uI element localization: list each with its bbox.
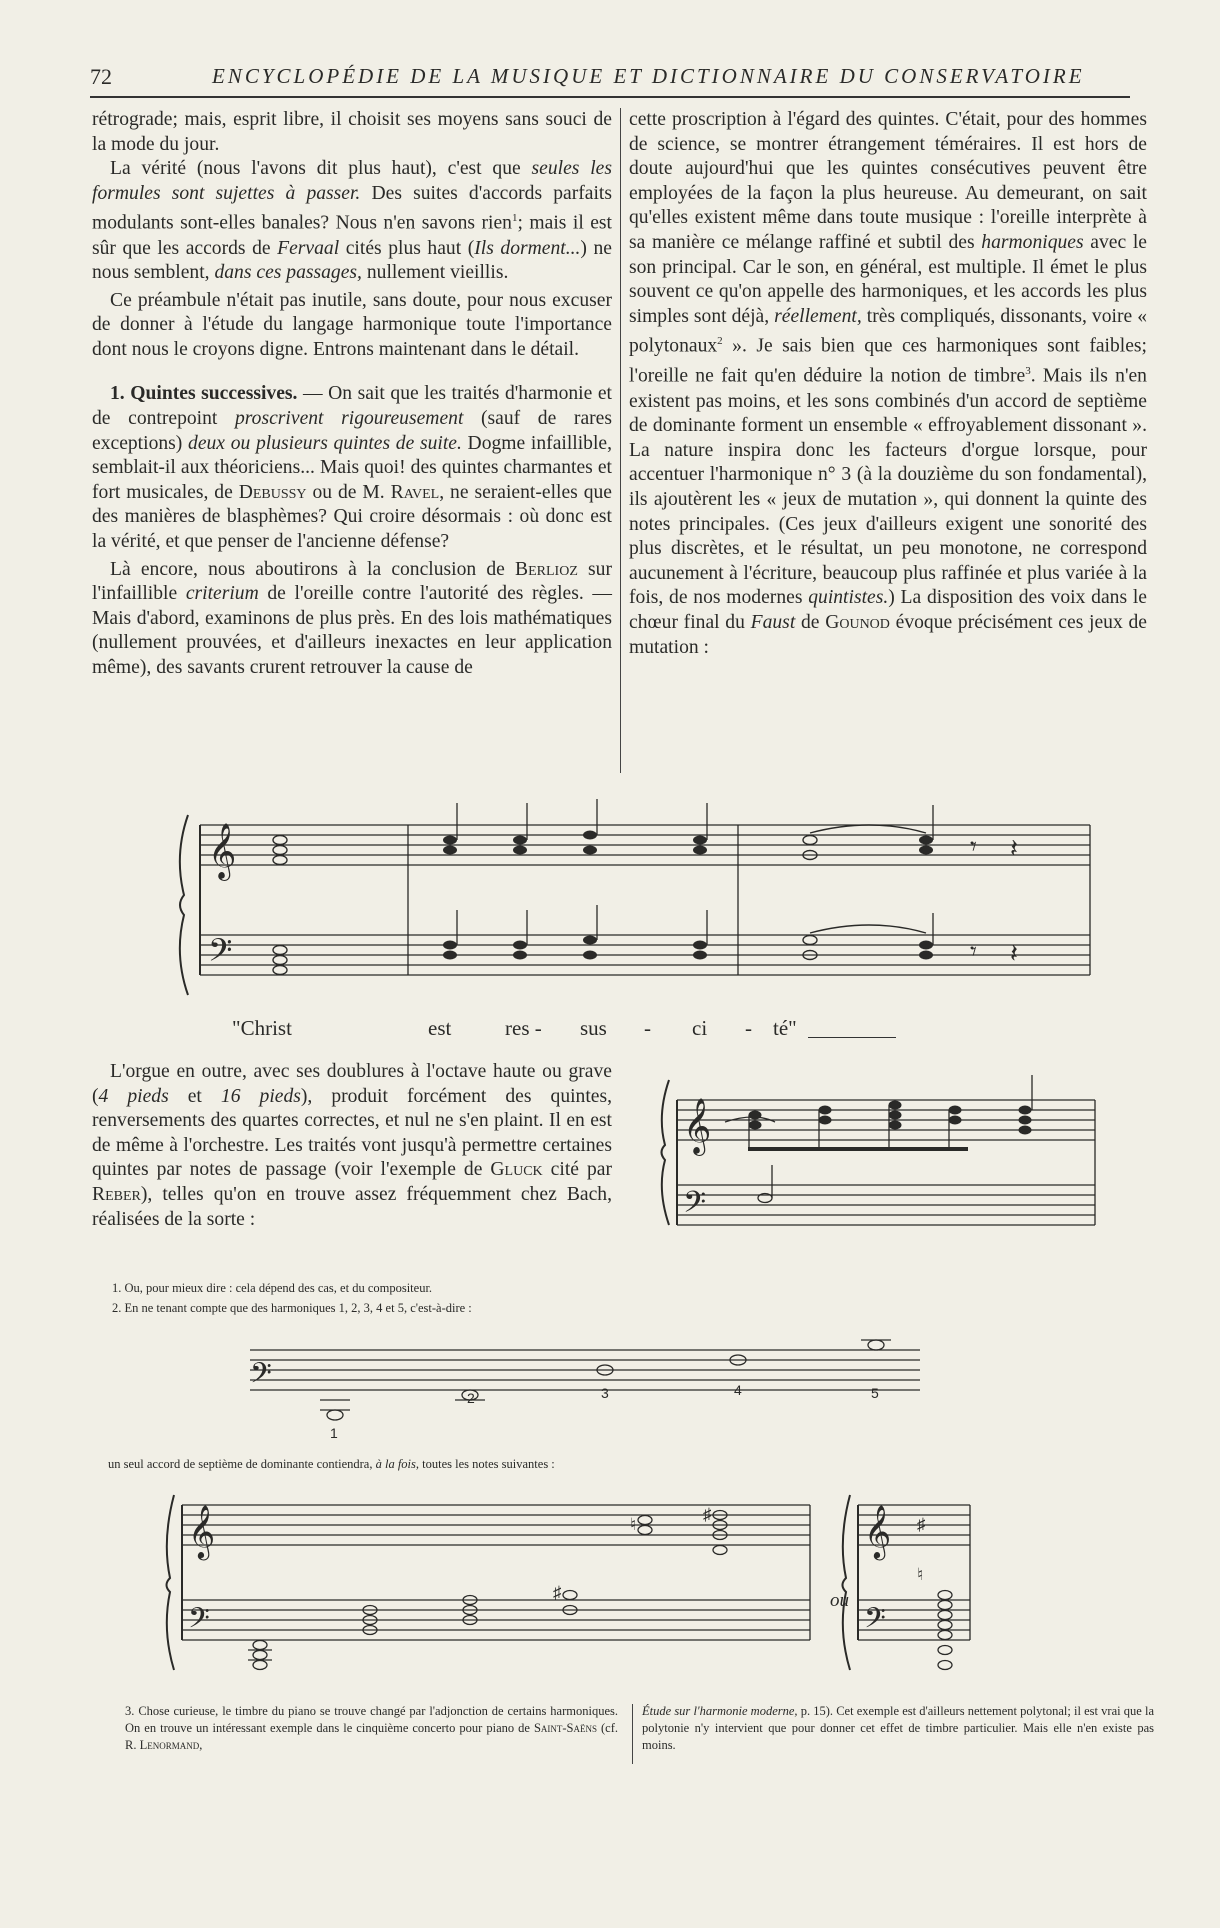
svg-text:♯: ♯ — [703, 1505, 712, 1524]
svg-text:𝄾: 𝄾 — [970, 937, 977, 966]
svg-text:♮: ♮ — [630, 1515, 637, 1534]
svg-text:𝄢: 𝄢 — [864, 1604, 886, 1641]
footnote-ref[interactable]: 3 — [1025, 365, 1031, 378]
melisma-line — [808, 1037, 896, 1038]
paragraph: La vérité (nous l'avons dit plus haut), c'est que seules les formules sont sujettes à passer. Des suites d'accords parfaits modulants sont-elles banales? Nous n'en savons rien$^1$; mais il est sûr que les accords de Fervaal cités plus haut (Ils dorment...) ne nous semblent, dans ces passages, nullement vieillis. — [92, 158, 613, 284]
footnote-divider — [632, 1704, 633, 1764]
lyric: - — [745, 1016, 752, 1040]
footnote-ref[interactable]: 2 — [717, 335, 723, 348]
left-column — [92, 108, 612, 681]
paragraph: cette proscription à l'égard des quintes. C'était, pour des hommes de science, se montrer étrangement téméraires. Il est hors de doute aujourd'hui que les quintes consécutives peuvent être employées de la façon la plus heureuse. Au demeurant, on sait qu'elles existent même dans toute musique : l'oreille interprète à sa manière ce mélange raffiné et subtil des harmoniques avec le son principal. Car le son, en général, est multiple. Il émet le plus souvent ce qu'on appelle des harmoniques, et les accords les plus simples sont déjà, réellement, très compliqués, dissonants, voire « polytonaux$^2$ ». Je sais bien que ces harmoniques sont faibles; l'oreille ne fait qu'en déduire la notion de timbre$^3$. Mais ils n'en existent pas moins, et les sons combinés d'un accord de septième de dominante forment un ensemble « effroyablement dissonant ». La nature inspira donc les facteurs d'orgue lorsque, pour accentuer l'harmonique n° 3 (à la douzième du son fondamental), ils ajoutèrent les « jeux de mutation », qui donnent la quinte des notes principales. (Ces jeux d'ailleurs exigent une sonorité des plus discrètes, et le résultat, un peu monotone, ne correspond aucunement à l'écriture, beaucoup plus raffinée et plus variée à la fois, de nos modernes quintistes.) La disposition des voix dans le chœur final du Faust de Gounod évoque précisément ces jeux de mutation : — [629, 109, 1148, 658]
treble-staff — [200, 825, 1090, 865]
bass-staff — [200, 935, 1090, 975]
svg-text:𝄢: 𝄢 — [250, 1359, 272, 1396]
svg-text:𝄽: 𝄽 — [1010, 939, 1018, 968]
running-title: ENCYCLOPÉDIE DE LA MUSIQUE ET DICTIONNAIRE DU CONSERVATOIRE — [212, 64, 1085, 88]
harmonic-number: 5 — [871, 1385, 879, 1401]
paragraph: Là encore, nous aboutirons à la conclusion de Berlioz sur l'infaillible criterium de l'oreille contre l'autorité des règles. — Mais d'abord, examinons de plus près. En des lois mathématiques (nullement prouvées, et d'ailleurs inexactes en leur application même), des savants crurent retrouver la cause de — [92, 558, 612, 678]
svg-text:𝄞: 𝄞 — [683, 1100, 712, 1153]
lyric: est — [428, 1016, 452, 1040]
svg-text:𝄢: 𝄢 — [208, 934, 233, 976]
organ-paragraph: L'orgue en outre, avec ses doublures à l'octave haute ou grave (4 pieds et 16 pieds), produit forcément des quintes, renversements des quartes correctes, et nul ne s'en plaint. Il en est de même à l'orchestre. Les traités vont jusqu'à permettre certaines quintes par notes de passage (voir l'exemple de Gluck cité par Reber), telles qu'on en trouve assez fréquemment chez Bach, réalisées de la sorte : — [92, 1061, 613, 1230]
harmonic-number: 4 — [734, 1382, 742, 1398]
footnote-2-continuation: un seul accord de septième de dominante contiendra, à la fois, toutes les notes suivantes : — [108, 1457, 555, 1471]
section-heading: 1. Quintes successives. — [110, 383, 298, 405]
lyric: sus — [580, 1016, 607, 1040]
footnote-3-continuation: Étude sur l'harmonie moderne, p. 15). Cet exemple est d'ailleurs nettement polytonal; il est vrai que la polytonie n'y intervient que pour donner cet effet de timbre particulier. Mais elle n'en existe pas moins. — [642, 1704, 1154, 1752]
footnote-ref[interactable]: 1 — [511, 212, 518, 225]
svg-text:♯: ♯ — [553, 1583, 562, 1602]
lyric: res - — [505, 1016, 542, 1040]
music-example-faust — [170, 795, 1100, 1020]
footnote-3: 3. Chose curieuse, le timbre du piano se trouve changé par l'adjonction de certains harmoniques. On en trouve un intéressant exemple dans le cinquième concerto pour piano de Saint-Saëns (cf. R. Lenormand, — [125, 1704, 619, 1752]
footnote-2: 2. En ne tenant compte que des harmoniques 1, 2, 3, 4 et 5, c'est-à-dire : — [112, 1301, 472, 1315]
footnote-1: 1. Ou, pour mieux dire : cela dépend des cas, et du compositeur. — [112, 1281, 433, 1295]
svg-text:𝄢: 𝄢 — [188, 1604, 210, 1641]
harmonic-number: 1 — [330, 1425, 338, 1441]
svg-text:𝄞: 𝄞 — [208, 825, 237, 878]
page-header — [90, 62, 1130, 98]
music-example-harmonics — [240, 1332, 930, 1447]
music-example-dominant-seventh-notes — [160, 1470, 1150, 1690]
harmonic-number: 3 — [601, 1385, 609, 1401]
music-example-passing-fifths — [655, 1060, 1105, 1245]
svg-text:𝄢: 𝄢 — [683, 1186, 707, 1226]
svg-text:𝄽: 𝄽 — [1010, 834, 1018, 863]
svg-text:𝄾: 𝄾 — [970, 832, 977, 861]
harmonic-number: 2 — [467, 1390, 475, 1406]
lyric: té" — [773, 1016, 797, 1040]
svg-text:𝄞: 𝄞 — [188, 1506, 216, 1557]
lyric: - — [644, 1016, 651, 1040]
column-divider — [620, 108, 621, 773]
lyric: "Christ — [232, 1016, 292, 1040]
paragraph: rétrograde; mais, esprit libre, il choisit ses moyens sans souci de la mode du jour. — [92, 109, 612, 155]
section-paragraph: 1. Quintes successives. — On sait que les traités d'harmonie et de contrepoint proscrivent rigoureusement (sauf de rares exceptions) deux ou plusieurs quintes de suite. Dogme infaillible, semblait-il aux théoriciens... Mais quoi! des quintes charmantes et fort musicales, de Debussy ou de M. Ravel, ne seraient-elles que des manières de blasphèmes? Qui croire désormais : où donc est la vérité, et que penser de l'ancienne défense? — [92, 383, 613, 553]
paragraph: Ce préambule n'était pas inutile, sans doute, pour nous excuser de donner à l'étude du langage harmonique toute l'importance dont nous le croyons digne. Entrons maintenant dans le détail. — [92, 289, 612, 360]
page-number: 72 — [90, 64, 112, 89]
or-label: ou — [830, 1590, 849, 1611]
svg-text:♯: ♯ — [917, 1515, 926, 1534]
right-column — [629, 108, 1147, 660]
svg-text:𝄞: 𝄞 — [864, 1506, 892, 1557]
svg-text:♮: ♮ — [917, 1565, 924, 1584]
lyric: ci — [692, 1016, 708, 1040]
